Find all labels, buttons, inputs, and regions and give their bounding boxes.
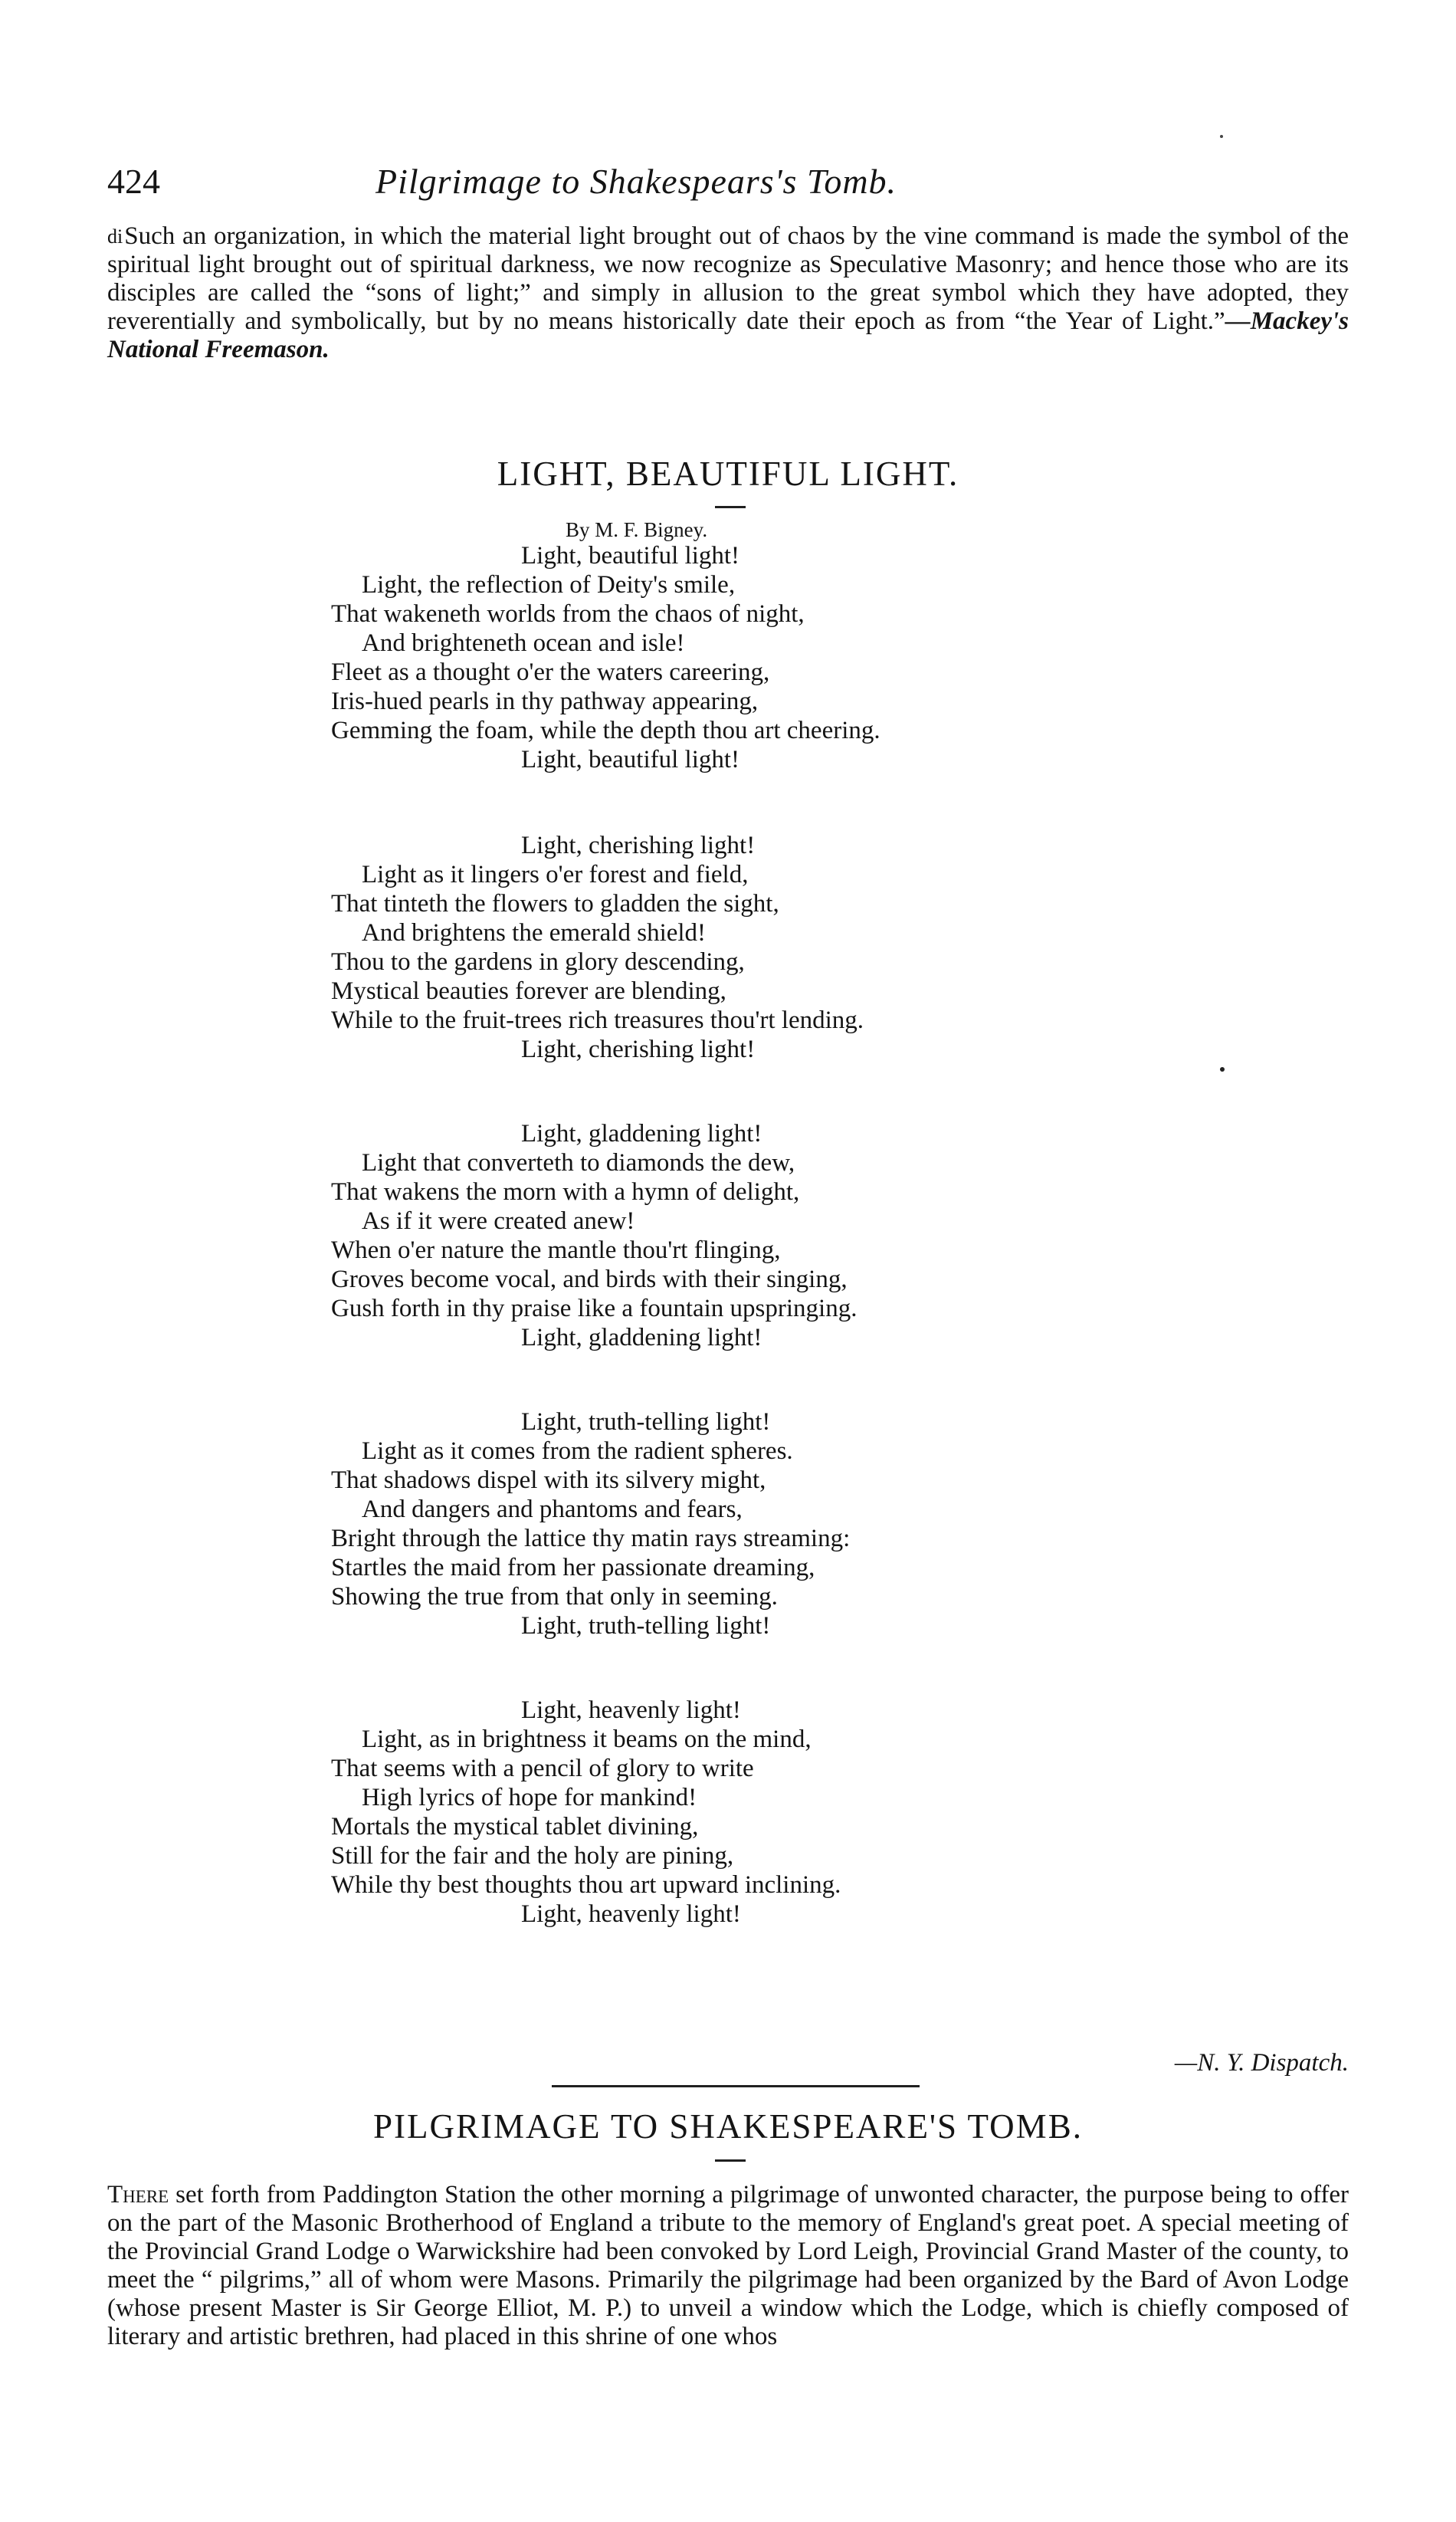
poem-refrain: Light, cherishing light! — [521, 1036, 756, 1063]
poem-line: Gemming the foam, while the depth thou art cheering. — [331, 717, 880, 744]
poem-line: Light, cherishing light! — [521, 832, 756, 859]
poem-source: —N. Y. Dispatch. — [1174, 2049, 1349, 2077]
print-speck — [1220, 135, 1223, 138]
poem-refrain: Light, truth-telling light! — [521, 1612, 771, 1640]
poem-line: That shadows dispel with its silvery might, — [331, 1466, 766, 1494]
poem-line: Thou to the gardens in glory descending, — [331, 948, 745, 976]
poem-line: And brightens the emerald shield! — [362, 919, 707, 947]
poem-line: Light, truth-telling light! — [521, 1408, 771, 1436]
intro-text: Such an organization, in which the material light brought out of chaos by the vine command is made the symbol of the spiritual light brought out of spiritual darkness, we now recognize as Speculative Masonry; and hence those who are its disciples are called the “sons of light;” and simply in allusion to the great symbol which they have adopted, they reverentially and symbolically, but by no means historically date their epoch as from “the Year of Light.” — [107, 222, 1349, 335]
poem-line: That wakeneth worlds from the chaos of night, — [331, 600, 805, 628]
poem-refrain: Light, beautiful light! — [521, 746, 740, 773]
poem-line: Showing the true from that only in seeming. — [331, 1583, 778, 1611]
poem-title: LIGHT, BEAUTIFUL LIGHT. — [497, 455, 959, 493]
poem-line: As if it were created anew! — [362, 1207, 635, 1235]
poem-line: And brighteneth ocean and isle! — [362, 629, 685, 657]
poem-stanza — [0, 1696, 1456, 1984]
poem-line: Light, gladdening light! — [521, 1120, 762, 1148]
article-paragraph — [107, 2181, 1349, 2351]
poem-line: While to the fruit-trees rich treasures thou'rt lending. — [331, 1007, 864, 1034]
title-rule — [715, 506, 746, 508]
intro-attribution: —Mackey's National Freemason. — [107, 307, 1349, 363]
poem-stanza — [0, 831, 1456, 1119]
article-title: PILGRIMAGE TO SHAKESPEARE'S TOMB. — [373, 2107, 1083, 2146]
poem-line: Fleet as a thought o'er the waters careering, — [331, 658, 770, 686]
poem-line: When o'er nature the mantle thou'rt flinging, — [331, 1236, 781, 1264]
poem-refrain: Light, heavenly light! — [521, 1900, 741, 1928]
poem-line: Light, beautiful light! — [521, 542, 740, 570]
poem-line: Still for the fair and the holy are pining, — [331, 1842, 734, 1870]
poem-line: Iris-hued pearls in thy pathway appearing, — [331, 688, 759, 715]
intro-lead-fragment: di — [107, 225, 123, 248]
intro-paragraph — [107, 222, 1349, 364]
poem-byline: By M. F. Bigney. — [566, 518, 708, 541]
print-speck — [1220, 1067, 1225, 1072]
poem-line: Light as it comes from the radient spheres. — [362, 1437, 793, 1465]
poem-line: Gush forth in thy praise like a fountain upspringing. — [331, 1295, 858, 1322]
page-header — [107, 161, 1349, 215]
poem-line: Mystical beauties forever are blending, — [331, 977, 726, 1005]
running-head: Pilgrimage to Shakespears's Tomb. — [375, 162, 897, 201]
poem-line: That tinteth the flowers to gladden the sight, — [331, 890, 779, 918]
title-rule — [715, 2159, 746, 2162]
section-divider — [552, 2085, 920, 2087]
page-number: 424 — [107, 162, 160, 201]
poem-line: Light that converteth to diamonds the dew, — [362, 1149, 795, 1177]
poem-line: Light, heavenly light! — [521, 1696, 741, 1724]
poem-stanza — [0, 1119, 1456, 1407]
poem-line: Mortals the mystical tablet divining, — [331, 1813, 699, 1841]
poem-line: And dangers and phantoms and fears, — [362, 1496, 743, 1523]
poem-line: Light as it lingers o'er forest and field, — [362, 861, 749, 888]
poem-line: That wakens the morn with a hymn of delight, — [331, 1178, 800, 1206]
poem — [0, 541, 1456, 1984]
poem-line: Bright through the lattice thy matin rays streaming: — [331, 1525, 851, 1552]
article-lead-word: There — [107, 2181, 169, 2208]
poem-stanza — [0, 1407, 1456, 1696]
poem-stanza — [0, 541, 1456, 831]
poem-line: That seems with a pencil of glory to write — [331, 1755, 754, 1782]
poem-line: Groves become vocal, and birds with their singing, — [331, 1266, 848, 1293]
poem-refrain: Light, gladdening light! — [521, 1324, 762, 1351]
article-text: set forth from Paddington Station the other morning a pilgrimage of unwonted character, the purpose being to offer on the part of the Masonic Brotherhood of England a tribute to the memory of England's great poet. A special meeting of the Provincial Grand Lodge o Warwickshire had been convoked by Lord Leigh, Provincial Grand Master of the county, to meet the “ pilgrims,” all of whom were Masons. Primarily the pilgrimage had been organized by the Bard of Avon Lodge (whose present Master is Sir George Elliot, M. P.) to unveil a window which the Lodge, which is chiefly composed of literary and artistic brethren, had placed in this shrine of one whos — [107, 2181, 1349, 2350]
poem-line: Startles the maid from her passionate dreaming, — [331, 1554, 815, 1581]
poem-line: Light, as in brightness it beams on the mind, — [362, 1726, 812, 1753]
poem-line: Light, the reflection of Deity's smile, — [362, 571, 736, 599]
poem-line: High lyrics of hope for mankind! — [362, 1784, 697, 1811]
poem-line: While thy best thoughts thou art upward inclining. — [331, 1871, 841, 1899]
